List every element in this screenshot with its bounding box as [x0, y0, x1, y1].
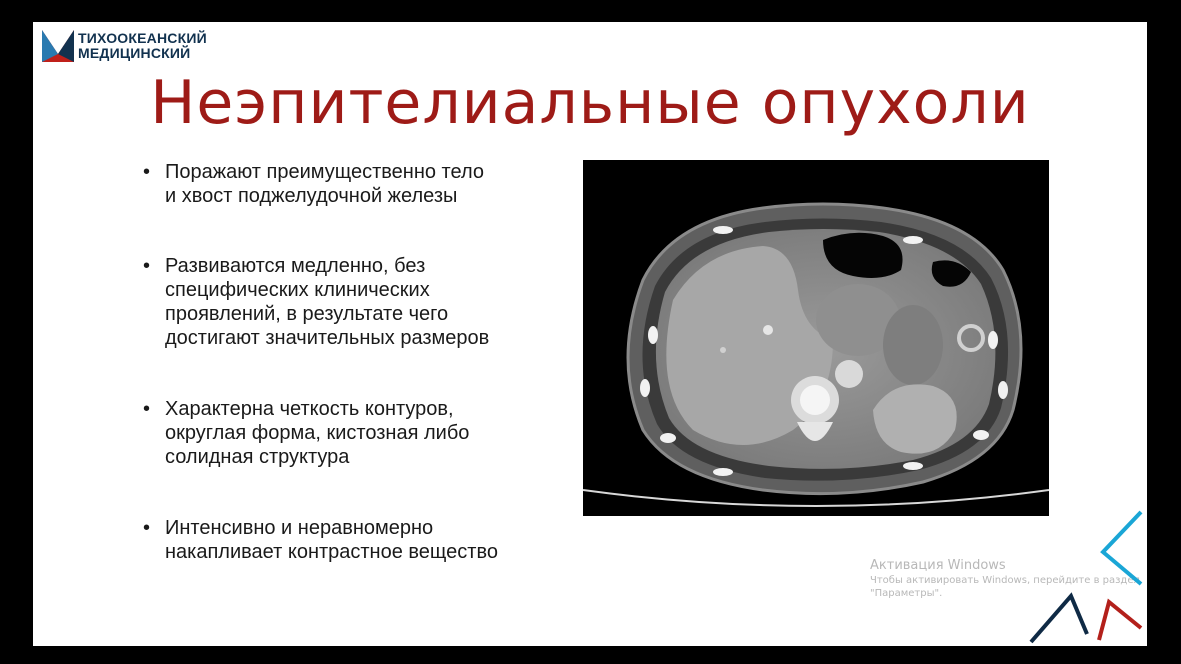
- bullet-list: [143, 160, 573, 564]
- ct-scan-image: [583, 160, 1049, 516]
- watermark-title: Активация Windows: [870, 558, 1006, 573]
- ct-scan-icon: [583, 160, 1049, 516]
- decorative-lines-icon: [1027, 510, 1147, 646]
- bullet-item: • Характерна четкость контуров, округлая форма, кистозная либо солидная структура: [143, 397, 573, 469]
- bullet-item: • Интенсивно и неравномерно накапливает контрастное вещество: [143, 516, 573, 564]
- watermark-line-2: "Параметры".: [870, 588, 943, 599]
- logo-line-1: ТИХООКЕАНСКИЙ: [78, 30, 207, 46]
- bullet-item: • Развиваются медленно, без специфических клинических проявлений, в результате чего достигают значительных размеров: [143, 254, 573, 350]
- logo-line-2: МЕДИЦИНСКИЙ: [78, 45, 191, 61]
- watermark-line-1: Чтобы активировать Windows, перейдите в раздел: [870, 575, 1140, 586]
- logo-mark-icon: [42, 30, 74, 62]
- logo-text: [78, 31, 207, 61]
- slide-title: Неэпителиальные опухоли: [150, 68, 1030, 138]
- bullet-item: • Поражают преимущественно тело и хвост поджелудочной железы: [143, 160, 573, 208]
- presentation-slide: [33, 22, 1147, 646]
